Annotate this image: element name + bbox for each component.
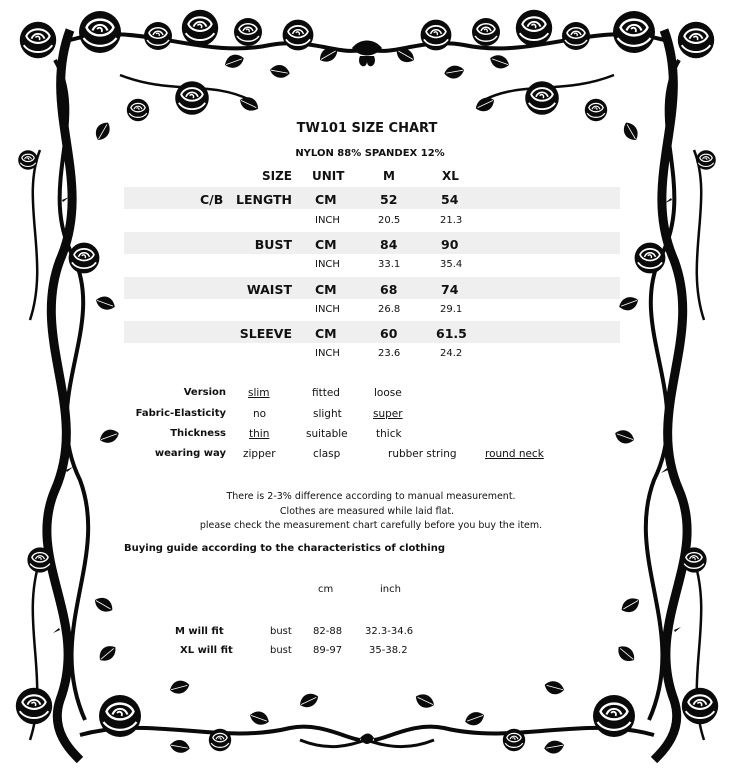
note-line-2: Clothes are measured while laid flat.: [279, 506, 455, 517]
value-xl-cm: 61.5: [436, 326, 467, 341]
value-xl-inch: 21.3: [440, 215, 463, 226]
value-m-cm: 52: [380, 192, 398, 207]
unit-cm: CM: [315, 282, 337, 297]
table-band-sleeve: [124, 321, 620, 343]
unit-cm: CM: [315, 326, 337, 341]
guide-part: bust: [270, 645, 292, 656]
char-label-thickness: Thickness: [170, 428, 226, 439]
char-option-suitable: suitable: [306, 428, 348, 440]
value-xl-cm: 54: [441, 192, 459, 207]
guide-cm: 89-97: [313, 645, 343, 656]
char-option-no: no: [253, 408, 267, 420]
measure-prefix: C/B: [200, 192, 224, 207]
value-m-cm: 60: [380, 326, 398, 341]
buying-guide-title: Buying guide according to the characteristics of clothing: [124, 543, 445, 554]
chart-title: TW101 SIZE CHART: [296, 121, 438, 136]
header-size: SIZE: [262, 169, 293, 183]
guide-cm: 82-88: [313, 626, 343, 637]
unit-inch: INCH: [315, 304, 340, 315]
value-m-inch: 26.8: [378, 304, 401, 315]
header-m: M: [383, 169, 395, 183]
unit-inch: INCH: [315, 215, 340, 226]
char-option-clasp: clasp: [313, 448, 341, 460]
value-m-cm: 84: [380, 237, 398, 252]
header-unit: UNIT: [312, 169, 345, 183]
measure-name: WAIST: [246, 282, 292, 297]
material-line: NYLON 88% SPANDEX 12%: [295, 148, 445, 159]
char-option-thin: thin: [249, 428, 270, 440]
value-xl-inch: 29.1: [440, 304, 463, 315]
table-band-length: [124, 187, 620, 209]
measure-name: LENGTH: [236, 192, 292, 207]
unit-inch: INCH: [315, 259, 340, 270]
char-option-slim: slim: [248, 387, 270, 399]
char-option-super: super: [373, 408, 403, 420]
guide-inch: 32.3-34.6: [365, 626, 414, 637]
value-xl-inch: 35.4: [440, 259, 463, 270]
guide-col-cm: cm: [318, 584, 334, 595]
guide-size: M will fit: [175, 626, 224, 637]
unit-cm: CM: [315, 237, 337, 252]
guide-col-inch: inch: [380, 584, 401, 595]
char-label-version: Version: [183, 387, 226, 398]
guide-inch: 35-38.2: [369, 645, 408, 656]
char-option-slight: slight: [313, 408, 342, 420]
char-option-zipper: zipper: [243, 448, 276, 460]
char-label-wearing-way: wearing way: [154, 448, 226, 459]
right-vine: [646, 30, 704, 760]
table-band-waist: [124, 277, 620, 299]
measure-name: BUST: [254, 237, 292, 252]
value-m-inch: 23.6: [378, 348, 401, 359]
char-option-rubber-string: rubber string: [388, 448, 457, 460]
value-m-cm: 68: [380, 282, 398, 297]
unit-cm: CM: [315, 192, 337, 207]
guide-size: XL will fit: [180, 645, 233, 656]
value-m-inch: 33.1: [378, 259, 401, 270]
table-band-bust: [124, 232, 620, 254]
char-option-fitted: fitted: [312, 387, 340, 399]
bottom-branches: [80, 727, 654, 747]
char-option-round-neck: round neck: [485, 448, 544, 460]
value-xl-cm: 74: [441, 282, 459, 297]
char-option-thick: thick: [376, 428, 402, 440]
value-m-inch: 20.5: [378, 215, 401, 226]
unit-inch: INCH: [315, 348, 340, 359]
measure-name: SLEEVE: [239, 326, 292, 341]
header-xl: XL: [442, 169, 459, 183]
value-xl-cm: 90: [441, 237, 459, 252]
note-line-1: There is 2-3% difference according to manual measurement.: [226, 491, 516, 502]
char-label-elasticity: Fabric-Elasticity: [135, 408, 226, 419]
value-xl-inch: 24.2: [440, 348, 463, 359]
left-vine: [30, 30, 88, 760]
char-option-loose: loose: [374, 387, 402, 399]
note-line-3: please check the measurement chart carefully before you buy the item.: [199, 520, 543, 531]
guide-part: bust: [270, 626, 292, 637]
